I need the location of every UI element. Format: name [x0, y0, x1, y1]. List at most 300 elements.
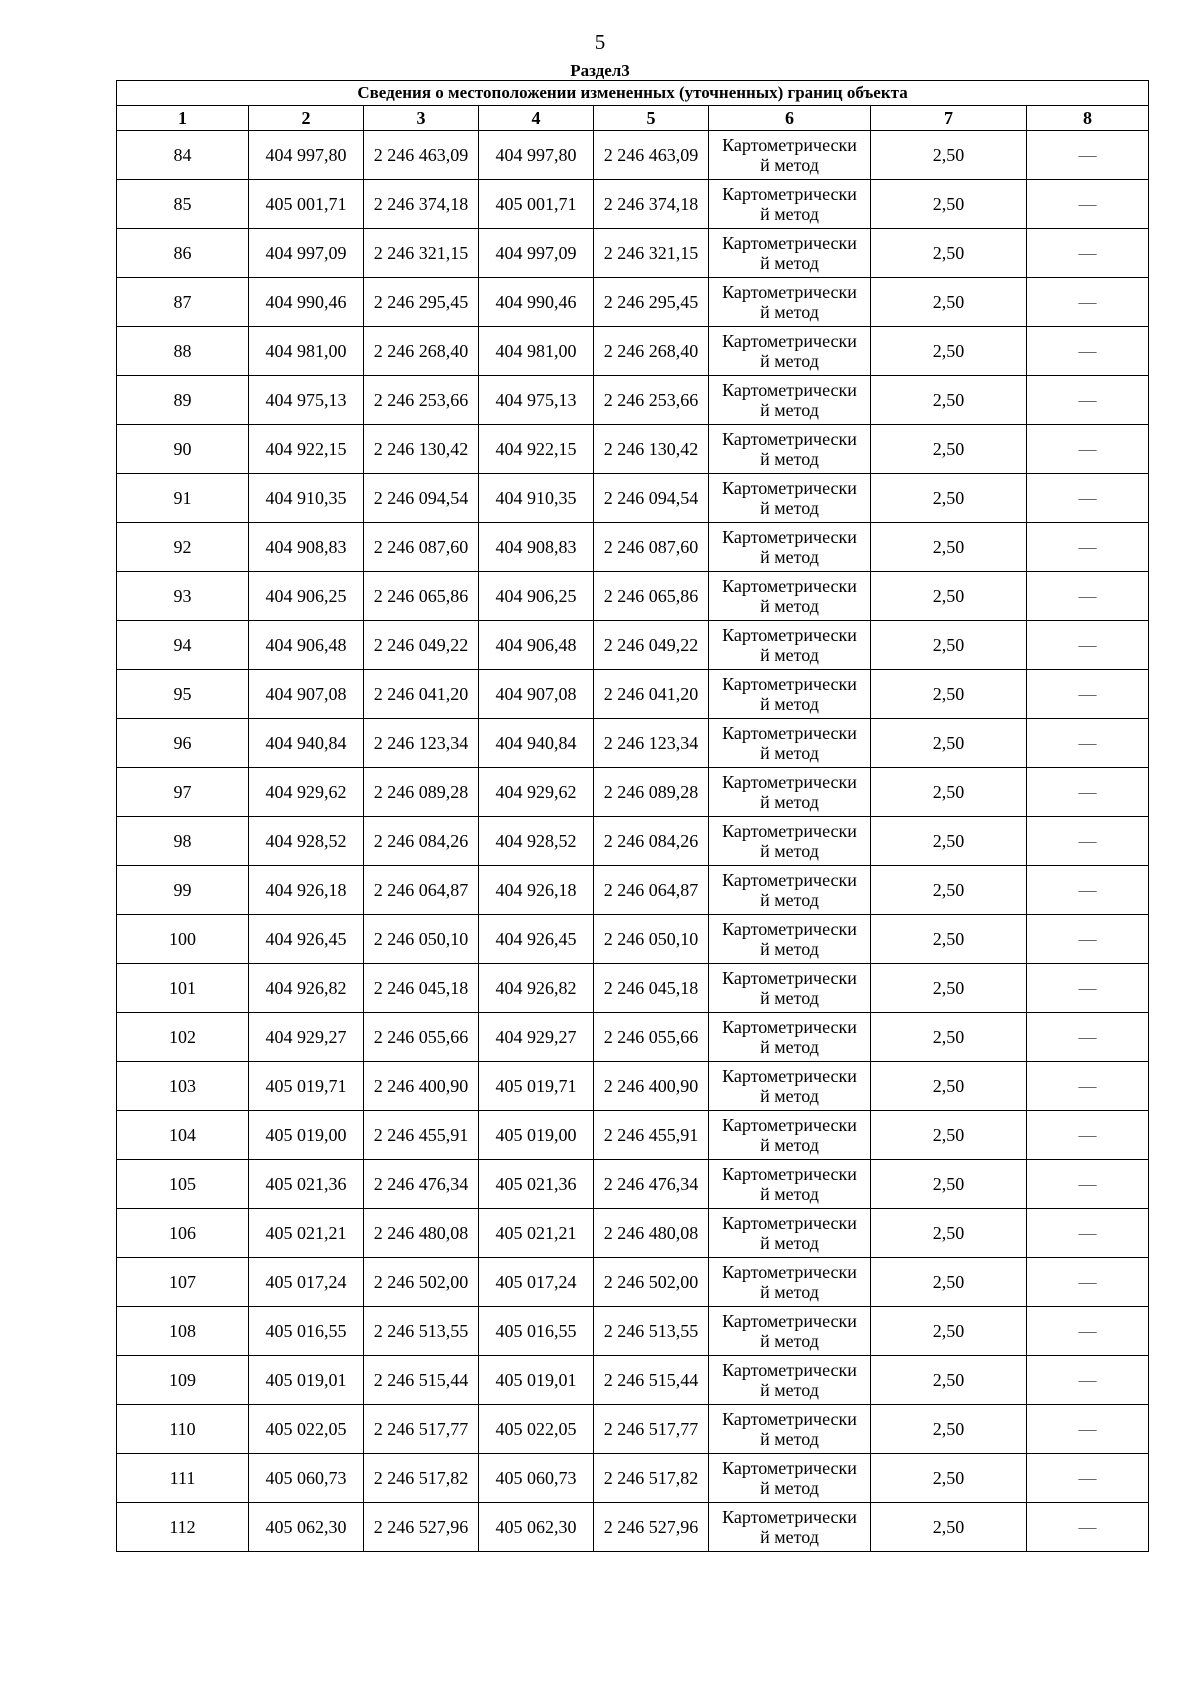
method-cell: [709, 1013, 871, 1062]
point-number-cell: 91: [117, 474, 249, 523]
x-existing-cell: 405 022,05: [249, 1405, 364, 1454]
accuracy-cell: 2,50: [871, 866, 1027, 915]
point-number-cell: 112: [117, 1503, 249, 1552]
note-cell: —: [1027, 817, 1149, 866]
y-existing-cell: 2 246 517,82: [364, 1454, 479, 1503]
table-row: [117, 1062, 1149, 1111]
x-new-cell: 404 926,18: [479, 866, 594, 915]
method-line-2: й метод: [760, 694, 819, 714]
method-line-1: Картометрически: [722, 772, 857, 792]
x-new-cell: 404 922,15: [479, 425, 594, 474]
table-row: [117, 670, 1149, 719]
point-number-cell: 107: [117, 1258, 249, 1307]
y-new-cell: 2 246 064,87: [594, 866, 709, 915]
x-existing-cell: 405 001,71: [249, 180, 364, 229]
x-existing-cell: 404 922,15: [249, 425, 364, 474]
y-existing-cell: 2 246 463,09: [364, 131, 479, 180]
x-existing-cell: 404 906,25: [249, 572, 364, 621]
y-existing-cell: 2 246 130,42: [364, 425, 479, 474]
method-line-2: й метод: [760, 1527, 819, 1547]
y-new-cell: 2 246 050,10: [594, 915, 709, 964]
accuracy-cell: 2,50: [871, 1503, 1027, 1552]
x-existing-cell: 404 906,48: [249, 621, 364, 670]
accuracy-cell: 2,50: [871, 327, 1027, 376]
method-line-2: й метод: [760, 1184, 819, 1204]
y-new-cell: 2 246 400,90: [594, 1062, 709, 1111]
x-new-cell: 405 021,21: [479, 1209, 594, 1258]
column-header-8: 8: [1027, 106, 1149, 131]
x-new-cell: 405 019,01: [479, 1356, 594, 1405]
method-line-1: Картометрически: [722, 821, 857, 841]
note-cell: —: [1027, 1454, 1149, 1503]
y-new-cell: 2 246 055,66: [594, 1013, 709, 1062]
x-new-cell: 404 997,80: [479, 131, 594, 180]
method-line-1: Картометрически: [722, 1213, 857, 1233]
method-line-2: й метод: [760, 155, 819, 175]
y-new-cell: 2 246 476,34: [594, 1160, 709, 1209]
method-line-2: й метод: [760, 645, 819, 665]
y-new-cell: 2 246 517,77: [594, 1405, 709, 1454]
note-cell: —: [1027, 572, 1149, 621]
accuracy-cell: 2,50: [871, 523, 1027, 572]
table-row: [117, 1013, 1149, 1062]
method-line-1: Картометрически: [722, 527, 857, 547]
y-new-cell: 2 246 515,44: [594, 1356, 709, 1405]
accuracy-cell: 2,50: [871, 964, 1027, 1013]
method-line-2: й метод: [760, 547, 819, 567]
method-line-2: й метод: [760, 204, 819, 224]
y-existing-cell: 2 246 087,60: [364, 523, 479, 572]
x-existing-cell: 404 997,80: [249, 131, 364, 180]
x-existing-cell: 405 062,30: [249, 1503, 364, 1552]
x-new-cell: 404 907,08: [479, 670, 594, 719]
table-row: [117, 1258, 1149, 1307]
y-new-cell: 2 246 527,96: [594, 1503, 709, 1552]
column-header-6: 6: [709, 106, 871, 131]
y-new-cell: 2 246 513,55: [594, 1307, 709, 1356]
point-number-cell: 92: [117, 523, 249, 572]
point-number-cell: 111: [117, 1454, 249, 1503]
x-new-cell: 404 997,09: [479, 229, 594, 278]
x-existing-cell: 405 019,01: [249, 1356, 364, 1405]
note-cell: —: [1027, 425, 1149, 474]
method-line-2: й метод: [760, 1086, 819, 1106]
section-title: Раздел3: [570, 61, 630, 80]
method-cell: [709, 964, 871, 1013]
page-number: 5: [594, 30, 606, 54]
method-line-1: Картометрически: [722, 870, 857, 890]
x-new-cell: 405 019,71: [479, 1062, 594, 1111]
y-new-cell: 2 246 045,18: [594, 964, 709, 1013]
table-row: [117, 915, 1149, 964]
x-existing-cell: 404 926,18: [249, 866, 364, 915]
method-line-2: й метод: [760, 1135, 819, 1155]
method-cell: [709, 1111, 871, 1160]
method-line-1: Картометрически: [722, 1164, 857, 1184]
table-row: [117, 229, 1149, 278]
note-cell: —: [1027, 1503, 1149, 1552]
accuracy-cell: 2,50: [871, 817, 1027, 866]
method-line-1: Картометрически: [722, 233, 857, 253]
method-cell: [709, 425, 871, 474]
x-new-cell: 405 019,00: [479, 1111, 594, 1160]
note-cell: —: [1027, 1258, 1149, 1307]
method-cell: [709, 229, 871, 278]
point-number-cell: 99: [117, 866, 249, 915]
y-existing-cell: 2 246 455,91: [364, 1111, 479, 1160]
note-cell: —: [1027, 964, 1149, 1013]
point-number-cell: 104: [117, 1111, 249, 1160]
note-cell: —: [1027, 1160, 1149, 1209]
y-existing-cell: 2 246 476,34: [364, 1160, 479, 1209]
table-row: [117, 621, 1149, 670]
table-row: [117, 1111, 1149, 1160]
table-row: [117, 474, 1149, 523]
y-new-cell: 2 246 455,91: [594, 1111, 709, 1160]
note-cell: —: [1027, 1013, 1149, 1062]
boundary-table: [116, 80, 1149, 1552]
y-existing-cell: 2 246 055,66: [364, 1013, 479, 1062]
method-line-1: Картометрически: [722, 478, 857, 498]
y-new-cell: 2 246 517,82: [594, 1454, 709, 1503]
note-cell: —: [1027, 327, 1149, 376]
x-existing-cell: 405 021,36: [249, 1160, 364, 1209]
method-line-1: Картометрически: [722, 1311, 857, 1331]
note-cell: —: [1027, 474, 1149, 523]
y-existing-cell: 2 246 517,77: [364, 1405, 479, 1454]
note-cell: —: [1027, 866, 1149, 915]
y-existing-cell: 2 246 065,86: [364, 572, 479, 621]
note-cell: —: [1027, 915, 1149, 964]
method-cell: [709, 1258, 871, 1307]
method-line-2: й метод: [760, 841, 819, 861]
y-new-cell: 2 246 321,15: [594, 229, 709, 278]
point-number-cell: 110: [117, 1405, 249, 1454]
y-new-cell: 2 246 130,42: [594, 425, 709, 474]
x-new-cell: 405 062,30: [479, 1503, 594, 1552]
method-line-1: Картометрически: [722, 1017, 857, 1037]
x-existing-cell: 405 019,71: [249, 1062, 364, 1111]
method-line-2: й метод: [760, 743, 819, 763]
method-line-1: Картометрически: [722, 1507, 857, 1527]
table-row: [117, 1503, 1149, 1552]
y-existing-cell: 2 246 374,18: [364, 180, 479, 229]
x-existing-cell: 404 928,52: [249, 817, 364, 866]
note-cell: —: [1027, 1209, 1149, 1258]
point-number-cell: 101: [117, 964, 249, 1013]
point-number-cell: 97: [117, 768, 249, 817]
x-new-cell: 404 975,13: [479, 376, 594, 425]
method-line-1: Картометрически: [722, 380, 857, 400]
x-new-cell: 405 017,24: [479, 1258, 594, 1307]
method-line-2: й метод: [760, 449, 819, 469]
method-line-2: й метод: [760, 302, 819, 322]
table-row: [117, 964, 1149, 1013]
x-new-cell: 404 929,27: [479, 1013, 594, 1062]
table-row: [117, 327, 1149, 376]
table-row: [117, 1160, 1149, 1209]
x-existing-cell: 404 990,46: [249, 278, 364, 327]
method-line-1: Картометрически: [722, 331, 857, 351]
accuracy-cell: 2,50: [871, 621, 1027, 670]
column-header-7: 7: [871, 106, 1027, 131]
y-new-cell: 2 246 268,40: [594, 327, 709, 376]
point-number-cell: 85: [117, 180, 249, 229]
point-number-cell: 108: [117, 1307, 249, 1356]
x-existing-cell: 404 926,82: [249, 964, 364, 1013]
x-new-cell: 405 060,73: [479, 1454, 594, 1503]
method-line-2: й метод: [760, 1380, 819, 1400]
accuracy-cell: 2,50: [871, 229, 1027, 278]
column-header-2: 2: [249, 106, 364, 131]
note-cell: —: [1027, 1405, 1149, 1454]
y-existing-cell: 2 246 049,22: [364, 621, 479, 670]
method-line-1: Картометрически: [722, 1066, 857, 1086]
x-existing-cell: 404 908,83: [249, 523, 364, 572]
method-line-2: й метод: [760, 253, 819, 273]
method-line-1: Картометрически: [722, 919, 857, 939]
accuracy-cell: 2,50: [871, 1307, 1027, 1356]
table-row: [117, 131, 1149, 180]
point-number-cell: 105: [117, 1160, 249, 1209]
method-cell: [709, 719, 871, 768]
method-line-1: Картометрически: [722, 723, 857, 743]
accuracy-cell: 2,50: [871, 1405, 1027, 1454]
method-line-2: й метод: [760, 792, 819, 812]
x-existing-cell: 404 929,62: [249, 768, 364, 817]
method-line-2: й метод: [760, 498, 819, 518]
accuracy-cell: 2,50: [871, 1160, 1027, 1209]
method-line-2: й метод: [760, 351, 819, 371]
table-row: [117, 768, 1149, 817]
x-new-cell: 404 928,52: [479, 817, 594, 866]
x-new-cell: 404 940,84: [479, 719, 594, 768]
method-cell: [709, 1503, 871, 1552]
y-new-cell: 2 246 502,00: [594, 1258, 709, 1307]
method-line-1: Картометрически: [722, 282, 857, 302]
method-cell: [709, 1062, 871, 1111]
column-header-5: 5: [594, 106, 709, 131]
x-existing-cell: 405 060,73: [249, 1454, 364, 1503]
method-line-1: Картометрически: [722, 1458, 857, 1478]
point-number-cell: 100: [117, 915, 249, 964]
y-new-cell: 2 246 253,66: [594, 376, 709, 425]
point-number-cell: 109: [117, 1356, 249, 1405]
y-new-cell: 2 246 087,60: [594, 523, 709, 572]
y-new-cell: 2 246 123,34: [594, 719, 709, 768]
method-line-2: й метод: [760, 596, 819, 616]
point-number-cell: 84: [117, 131, 249, 180]
x-existing-cell: 404 997,09: [249, 229, 364, 278]
y-existing-cell: 2 246 064,87: [364, 866, 479, 915]
table-row: [117, 278, 1149, 327]
y-new-cell: 2 246 084,26: [594, 817, 709, 866]
y-new-cell: 2 246 295,45: [594, 278, 709, 327]
method-cell: [709, 1356, 871, 1405]
accuracy-cell: 2,50: [871, 1258, 1027, 1307]
column-header-3: 3: [364, 106, 479, 131]
method-line-2: й метод: [760, 988, 819, 1008]
y-new-cell: 2 246 089,28: [594, 768, 709, 817]
method-line-1: Картометрически: [722, 968, 857, 988]
method-line-2: й метод: [760, 939, 819, 959]
table-row: [117, 1209, 1149, 1258]
accuracy-cell: 2,50: [871, 376, 1027, 425]
method-cell: [709, 1209, 871, 1258]
method-line-1: Картометрически: [722, 576, 857, 596]
accuracy-cell: 2,50: [871, 915, 1027, 964]
y-existing-cell: 2 246 045,18: [364, 964, 479, 1013]
accuracy-cell: 2,50: [871, 1062, 1027, 1111]
y-existing-cell: 2 246 295,45: [364, 278, 479, 327]
table-row: [117, 572, 1149, 621]
note-cell: —: [1027, 523, 1149, 572]
x-new-cell: 404 906,48: [479, 621, 594, 670]
method-line-1: Картометрически: [722, 184, 857, 204]
x-existing-cell: 404 981,00: [249, 327, 364, 376]
method-cell: [709, 1160, 871, 1209]
y-existing-cell: 2 246 527,96: [364, 1503, 479, 1552]
table-row: [117, 523, 1149, 572]
y-new-cell: 2 246 463,09: [594, 131, 709, 180]
method-cell: [709, 621, 871, 670]
point-number-cell: 86: [117, 229, 249, 278]
note-cell: —: [1027, 180, 1149, 229]
x-existing-cell: 405 017,24: [249, 1258, 364, 1307]
method-cell: [709, 1454, 871, 1503]
x-new-cell: 405 001,71: [479, 180, 594, 229]
x-new-cell: 405 022,05: [479, 1405, 594, 1454]
x-new-cell: 404 926,82: [479, 964, 594, 1013]
note-cell: —: [1027, 719, 1149, 768]
table-row: [117, 866, 1149, 915]
table-row: [117, 425, 1149, 474]
method-line-2: й метод: [760, 1331, 819, 1351]
note-cell: —: [1027, 376, 1149, 425]
x-new-cell: 405 021,36: [479, 1160, 594, 1209]
note-cell: —: [1027, 670, 1149, 719]
y-existing-cell: 2 246 084,26: [364, 817, 479, 866]
x-new-cell: 404 981,00: [479, 327, 594, 376]
table-caption: Сведения о местоположении измененных (уточненных) границ объекта: [117, 81, 1149, 106]
method-cell: [709, 278, 871, 327]
y-existing-cell: 2 246 513,55: [364, 1307, 479, 1356]
accuracy-cell: 2,50: [871, 670, 1027, 719]
x-new-cell: 404 910,35: [479, 474, 594, 523]
y-new-cell: 2 246 094,54: [594, 474, 709, 523]
accuracy-cell: 2,50: [871, 1356, 1027, 1405]
point-number-cell: 98: [117, 817, 249, 866]
note-cell: —: [1027, 278, 1149, 327]
point-number-cell: 102: [117, 1013, 249, 1062]
method-line-2: й метод: [760, 1037, 819, 1057]
x-new-cell: 404 929,62: [479, 768, 594, 817]
x-existing-cell: 404 910,35: [249, 474, 364, 523]
note-cell: —: [1027, 229, 1149, 278]
accuracy-cell: 2,50: [871, 572, 1027, 621]
note-cell: —: [1027, 1111, 1149, 1160]
y-existing-cell: 2 246 041,20: [364, 670, 479, 719]
method-cell: [709, 866, 871, 915]
y-existing-cell: 2 246 050,10: [364, 915, 479, 964]
method-line-2: й метод: [760, 1478, 819, 1498]
accuracy-cell: 2,50: [871, 425, 1027, 474]
method-cell: [709, 1405, 871, 1454]
accuracy-cell: 2,50: [871, 1111, 1027, 1160]
method-cell: [709, 572, 871, 621]
method-line-1: Картометрически: [722, 674, 857, 694]
accuracy-cell: 2,50: [871, 474, 1027, 523]
y-existing-cell: 2 246 253,66: [364, 376, 479, 425]
point-number-cell: 89: [117, 376, 249, 425]
y-new-cell: 2 246 374,18: [594, 180, 709, 229]
accuracy-cell: 2,50: [871, 719, 1027, 768]
y-existing-cell: 2 246 268,40: [364, 327, 479, 376]
y-existing-cell: 2 246 089,28: [364, 768, 479, 817]
method-cell: [709, 915, 871, 964]
y-existing-cell: 2 246 515,44: [364, 1356, 479, 1405]
method-line-1: Картометрически: [722, 625, 857, 645]
y-new-cell: 2 246 065,86: [594, 572, 709, 621]
table-row: [117, 1454, 1149, 1503]
method-line-1: Картометрически: [722, 1115, 857, 1135]
method-cell: [709, 474, 871, 523]
x-new-cell: 404 990,46: [479, 278, 594, 327]
x-existing-cell: 404 907,08: [249, 670, 364, 719]
point-number-cell: 93: [117, 572, 249, 621]
method-cell: [709, 670, 871, 719]
method-cell: [709, 180, 871, 229]
method-cell: [709, 768, 871, 817]
accuracy-cell: 2,50: [871, 1454, 1027, 1503]
point-number-cell: 96: [117, 719, 249, 768]
x-new-cell: 404 926,45: [479, 915, 594, 964]
accuracy-cell: 2,50: [871, 180, 1027, 229]
note-cell: —: [1027, 1062, 1149, 1111]
y-existing-cell: 2 246 400,90: [364, 1062, 479, 1111]
y-new-cell: 2 246 480,08: [594, 1209, 709, 1258]
x-existing-cell: 404 926,45: [249, 915, 364, 964]
x-existing-cell: 404 940,84: [249, 719, 364, 768]
method-line-1: Картометрически: [722, 1360, 857, 1380]
point-number-cell: 103: [117, 1062, 249, 1111]
method-cell: [709, 131, 871, 180]
method-cell: [709, 1307, 871, 1356]
table-row: [117, 1356, 1149, 1405]
table-row: [117, 1405, 1149, 1454]
method-line-1: Картометрически: [722, 1409, 857, 1429]
method-line-2: й метод: [760, 1282, 819, 1302]
point-number-cell: 88: [117, 327, 249, 376]
y-new-cell: 2 246 041,20: [594, 670, 709, 719]
x-existing-cell: 405 016,55: [249, 1307, 364, 1356]
point-number-cell: 94: [117, 621, 249, 670]
column-header-4: 4: [479, 106, 594, 131]
y-existing-cell: 2 246 094,54: [364, 474, 479, 523]
y-existing-cell: 2 246 321,15: [364, 229, 479, 278]
accuracy-cell: 2,50: [871, 768, 1027, 817]
x-new-cell: 405 016,55: [479, 1307, 594, 1356]
table-row: [117, 376, 1149, 425]
x-new-cell: 404 908,83: [479, 523, 594, 572]
y-existing-cell: 2 246 123,34: [364, 719, 479, 768]
method-line-2: й метод: [760, 890, 819, 910]
point-number-cell: 90: [117, 425, 249, 474]
y-existing-cell: 2 246 502,00: [364, 1258, 479, 1307]
method-cell: [709, 327, 871, 376]
method-line-2: й метод: [760, 400, 819, 420]
accuracy-cell: 2,50: [871, 131, 1027, 180]
